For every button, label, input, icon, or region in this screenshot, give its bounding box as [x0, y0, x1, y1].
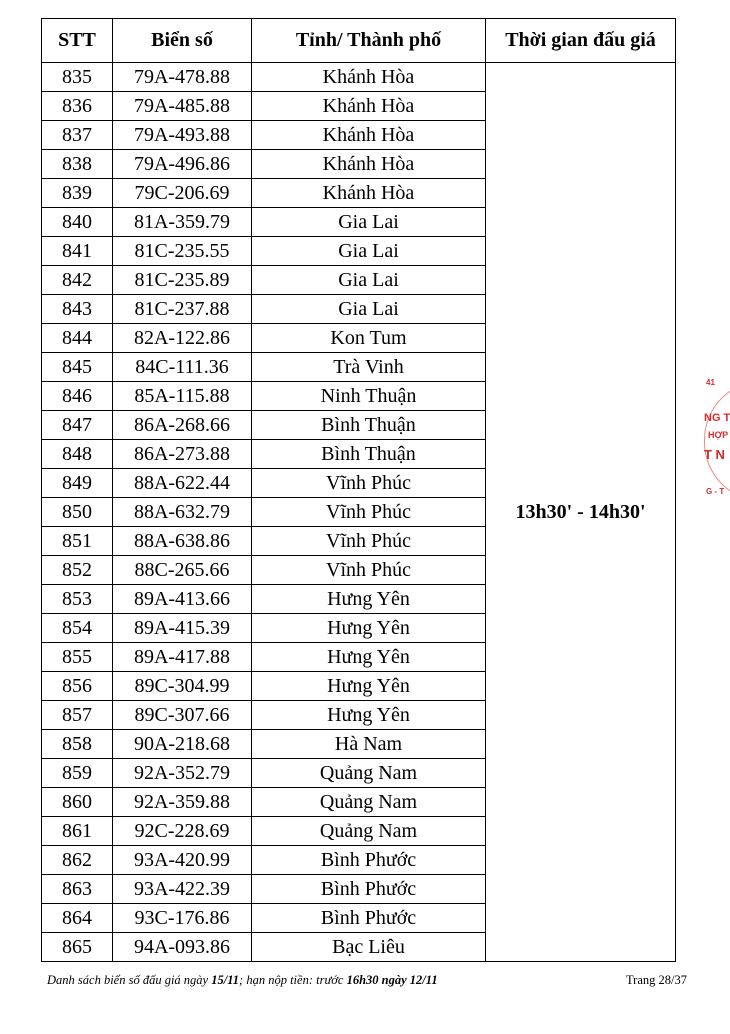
stamp-text-3: HỢP: [708, 430, 729, 440]
cell-stt: 835: [42, 63, 113, 92]
cell-stt: 854: [42, 614, 113, 643]
cell-plate: 81C-237.88: [113, 295, 252, 324]
cell-province: Bình Thuận: [252, 411, 486, 440]
stamp-text-4: T N: [704, 447, 725, 462]
cell-stt: 836: [42, 92, 113, 121]
cell-stt: 839: [42, 179, 113, 208]
cell-province: Khánh Hòa: [252, 63, 486, 92]
cell-plate: 92A-352.79: [113, 759, 252, 788]
page-number: Trang 28/37: [625, 973, 687, 987]
cell-province: Vĩnh Phúc: [252, 556, 486, 585]
cell-stt: 862: [42, 846, 113, 875]
cell-stt: 863: [42, 875, 113, 904]
table-body: [42, 63, 676, 962]
header-stt: STT: [42, 19, 113, 63]
cell-plate: 88A-622.44: [113, 469, 252, 498]
cell-stt: 851: [42, 527, 113, 556]
cell-stt: 858: [42, 730, 113, 759]
footer-auction-date: 15/11: [211, 973, 240, 987]
stamp-text-5: G - T: [706, 487, 725, 496]
cell-province: Gia Lai: [252, 237, 486, 266]
cell-plate: 79A-496.86: [113, 150, 252, 179]
cell-plate: 94A-093.86: [113, 933, 252, 962]
cell-stt: 841: [42, 237, 113, 266]
cell-province: Bình Phước: [252, 904, 486, 933]
cell-plate: 79A-478.88: [113, 63, 252, 92]
cell-plate: 79A-485.88: [113, 92, 252, 121]
cell-plate: 89A-417.88: [113, 643, 252, 672]
cell-province: Gia Lai: [252, 208, 486, 237]
cell-plate: 86A-268.66: [113, 411, 252, 440]
cell-plate: 93A-420.99: [113, 846, 252, 875]
header-province: Tỉnh/ Thành phố: [252, 19, 486, 63]
header-plate: Biển số: [113, 19, 252, 63]
footer-deadline: 16h30 ngày 12/11: [346, 973, 438, 987]
cell-plate: 92A-359.88: [113, 788, 252, 817]
cell-province: Hưng Yên: [252, 585, 486, 614]
cell-stt: 842: [42, 266, 113, 295]
cell-stt: 843: [42, 295, 113, 324]
cell-plate: 82A-122.86: [113, 324, 252, 353]
cell-plate: 79C-206.69: [113, 179, 252, 208]
cell-stt: 849: [42, 469, 113, 498]
cell-province: Hưng Yên: [252, 614, 486, 643]
stamp-arc: [704, 380, 730, 502]
cell-province: Bình Thuận: [252, 440, 486, 469]
cell-stt: 838: [42, 150, 113, 179]
cell-stt: 859: [42, 759, 113, 788]
cell-stt: 850: [42, 498, 113, 527]
cell-plate: 88A-632.79: [113, 498, 252, 527]
cell-plate: 85A-115.88: [113, 382, 252, 411]
cell-stt: 848: [42, 440, 113, 469]
cell-plate: 84C-111.36: [113, 353, 252, 382]
cell-province: Khánh Hòa: [252, 150, 486, 179]
cell-stt: 837: [42, 121, 113, 150]
auction-table: [41, 18, 676, 962]
cell-province: Khánh Hòa: [252, 92, 486, 121]
cell-province: Trà Vinh: [252, 353, 486, 382]
red-stamp-fragment: [698, 372, 730, 512]
cell-plate: 93C-176.86: [113, 904, 252, 933]
cell-province: Hưng Yên: [252, 672, 486, 701]
cell-stt: 845: [42, 353, 113, 382]
cell-province: Bình Phước: [252, 846, 486, 875]
cell-plate: 93A-422.39: [113, 875, 252, 904]
cell-province: Vĩnh Phúc: [252, 469, 486, 498]
cell-province: Khánh Hòa: [252, 179, 486, 208]
cell-plate: 89A-415.39: [113, 614, 252, 643]
cell-plate: 88C-265.66: [113, 556, 252, 585]
header-time: Thời gian đấu giá: [486, 19, 676, 63]
cell-province: Kon Tum: [252, 324, 486, 353]
cell-stt: 846: [42, 382, 113, 411]
cell-province: Bình Phước: [252, 875, 486, 904]
cell-stt: 860: [42, 788, 113, 817]
cell-stt: 844: [42, 324, 113, 353]
table-row: [42, 63, 676, 92]
cell-auction-time: 13h30' - 14h30': [486, 63, 676, 962]
cell-plate: 92C-228.69: [113, 817, 252, 846]
footer-text-b: ; hạn nộp tiền: trước: [239, 973, 347, 987]
stamp-text-1: 41: [706, 378, 715, 387]
cell-province: Quảng Nam: [252, 759, 486, 788]
cell-stt: 853: [42, 585, 113, 614]
cell-plate: 89A-413.66: [113, 585, 252, 614]
cell-province: Quảng Nam: [252, 788, 486, 817]
cell-plate: 89C-307.66: [113, 701, 252, 730]
cell-stt: 861: [42, 817, 113, 846]
cell-province: Quảng Nam: [252, 817, 486, 846]
cell-province: Ninh Thuận: [252, 382, 486, 411]
cell-plate: 89C-304.99: [113, 672, 252, 701]
cell-stt: 864: [42, 904, 113, 933]
cell-province: Khánh Hòa: [252, 121, 486, 150]
cell-plate: 88A-638.86: [113, 527, 252, 556]
cell-plate: 81C-235.55: [113, 237, 252, 266]
cell-plate: 86A-273.88: [113, 440, 252, 469]
cell-stt: 847: [42, 411, 113, 440]
cell-province: Vĩnh Phúc: [252, 527, 486, 556]
cell-province: Bạc Liêu: [252, 933, 486, 962]
cell-stt: 855: [42, 643, 113, 672]
cell-plate: 81A-359.79: [113, 208, 252, 237]
cell-stt: 852: [42, 556, 113, 585]
cell-province: Hưng Yên: [252, 643, 486, 672]
cell-stt: 857: [42, 701, 113, 730]
cell-province: Vĩnh Phúc: [252, 498, 486, 527]
footer-text-a: Danh sách biển số đấu giá ngày: [47, 973, 212, 987]
cell-stt: 840: [42, 208, 113, 237]
cell-province: Gia Lai: [252, 295, 486, 324]
cell-province: Hưng Yên: [252, 701, 486, 730]
stamp-text-2: NG T: [704, 412, 730, 424]
page-footer: [47, 973, 687, 988]
cell-province: Gia Lai: [252, 266, 486, 295]
table-header-row: [42, 19, 676, 63]
cell-stt: 856: [42, 672, 113, 701]
cell-province: Hà Nam: [252, 730, 486, 759]
cell-plate: 81C-235.89: [113, 266, 252, 295]
cell-plate: 90A-218.68: [113, 730, 252, 759]
cell-plate: 79A-493.88: [113, 121, 252, 150]
cell-stt: 865: [42, 933, 113, 962]
